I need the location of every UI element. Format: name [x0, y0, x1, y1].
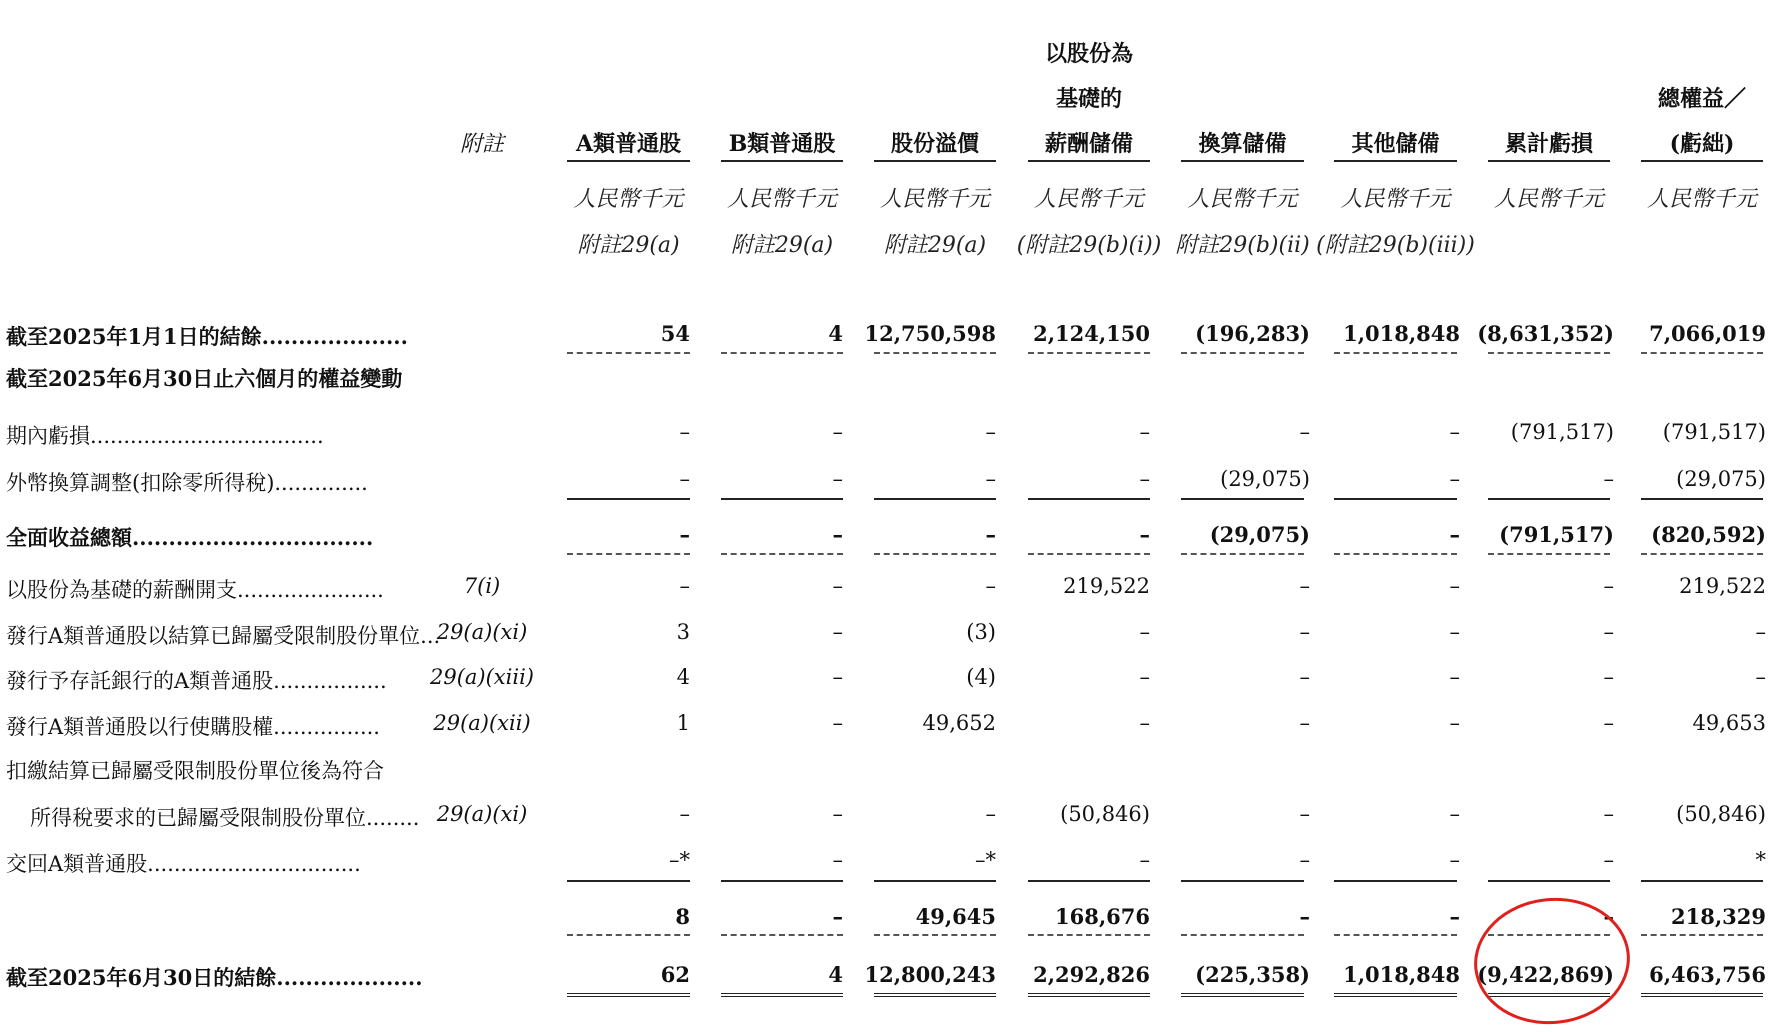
solid-rule: [567, 880, 690, 882]
row-value: –: [1299, 904, 1310, 929]
row-note: 29(a)(xii): [433, 711, 531, 735]
row-label: 發行A類普通股以結算已歸屬受限制股份單位...: [6, 624, 441, 648]
column-unit-a: 附註29(a): [577, 233, 680, 258]
dashed-rule: [1181, 352, 1304, 354]
row-value: –: [1449, 904, 1460, 929]
row-value: (8,631,352): [1477, 321, 1614, 346]
double-rule: [1181, 993, 1304, 997]
row-label: 外幣換算調整(扣除零所得稅)..............: [6, 471, 368, 495]
solid-rule: [1028, 498, 1150, 500]
solid-rule: [1641, 880, 1763, 882]
solid-rule: [1028, 880, 1150, 882]
row-value: 1,018,848: [1343, 321, 1460, 346]
column-header-a: A類普通股: [575, 131, 682, 157]
row-value: (50,846): [1060, 802, 1150, 826]
dashed-rule: [721, 352, 843, 354]
solid-rule: [1334, 880, 1457, 882]
header-underline: [1488, 160, 1610, 162]
column-header-other: 其他儲備: [1351, 131, 1440, 157]
row-value: –: [679, 522, 690, 547]
header-underline: [1641, 160, 1763, 162]
row-note: 29(a)(xiii): [429, 665, 534, 689]
column-header-total: 總權益／: [1657, 86, 1746, 112]
row-value: –: [1603, 711, 1614, 735]
row-value: (9,422,869): [1477, 962, 1614, 987]
row-value: –: [1139, 420, 1150, 444]
solid-rule: [874, 498, 996, 500]
row-value: –: [1139, 467, 1150, 491]
column-header-b: B類普通股: [728, 131, 836, 157]
row-value: –: [1449, 574, 1460, 598]
row-value: (196,283): [1195, 321, 1310, 346]
row-value: –: [832, 467, 843, 491]
dashed-rule: [1028, 352, 1150, 354]
row-note: 7(i): [463, 574, 501, 598]
dashed-rule: [1334, 352, 1457, 354]
column-unit-b: 人民幣千元: [726, 187, 837, 212]
row-value: *: [1755, 848, 1766, 872]
column-header-fx: 換算儲備: [1198, 131, 1287, 157]
solid-rule: [721, 498, 843, 500]
double-rule: [1028, 993, 1150, 997]
row-value: –: [1299, 848, 1310, 872]
row-label: 以股份為基礎的薪酬開支......................: [6, 578, 384, 602]
row-value: –: [679, 467, 690, 491]
row-label: 交回A類普通股................................: [6, 852, 361, 876]
row-value: –: [1603, 665, 1614, 689]
solid-rule: [1181, 498, 1304, 500]
row-value: –: [1449, 620, 1460, 644]
row-value: –: [985, 802, 996, 826]
column-header-total: (虧絀): [1669, 131, 1735, 157]
row-value: –: [1449, 522, 1460, 547]
row-value: (791,517): [1499, 522, 1614, 547]
column-header-sbc: 基礎的: [1055, 86, 1122, 112]
row-value: –: [1603, 574, 1614, 598]
double-rule: [567, 993, 690, 997]
row-value: –: [832, 420, 843, 444]
column-unit-premium: 人民幣千元: [879, 187, 990, 212]
row-value: 12,800,243: [864, 962, 996, 987]
row-value: –: [1449, 848, 1460, 872]
row-value: (29,075): [1220, 467, 1310, 491]
row-value: 49,653: [1692, 711, 1766, 735]
column-header-sbc: 薪酬儲備: [1044, 131, 1133, 157]
column-unit-b: 附註29(a): [730, 233, 834, 258]
column-unit-total: 人民幣千元: [1646, 187, 1757, 212]
row-value: –: [832, 848, 843, 872]
column-header-premium: 股份溢價: [890, 131, 979, 157]
row-value: –: [832, 574, 843, 598]
row-value: –: [679, 802, 690, 826]
row-value: (29,075): [1209, 522, 1310, 547]
row-value: (3): [966, 620, 996, 644]
row-value: –: [985, 574, 996, 598]
row-label: 所得稅要求的已歸屬受限制股份單位........: [30, 806, 420, 830]
row-label: 截至2025年6月30日的結餘....................: [6, 965, 423, 990]
row-value: –: [1139, 522, 1150, 547]
header-underline: [721, 160, 843, 162]
solid-rule: [1181, 880, 1304, 882]
row-value: –: [1603, 802, 1614, 826]
row-value: –: [1299, 665, 1310, 689]
column-unit-sbc: 人民幣千元: [1033, 187, 1144, 212]
row-label: 截至2025年6月30日止六個月的權益變動: [6, 366, 403, 391]
row-value: –: [1449, 665, 1460, 689]
row-value: (791,517): [1510, 420, 1614, 444]
dashed-rule: [874, 352, 996, 354]
row-value: –: [1449, 711, 1460, 735]
row-value: 168,676: [1055, 904, 1150, 929]
column-unit-other: 人民幣千元: [1340, 187, 1451, 212]
row-value: –: [1299, 711, 1310, 735]
dashed-rule: [874, 553, 996, 555]
solid-rule: [1488, 498, 1610, 500]
row-value: –: [679, 420, 690, 444]
row-value: (225,358): [1195, 962, 1310, 987]
row-label: 期內虧損...................................: [6, 424, 324, 448]
row-value: –: [1139, 665, 1150, 689]
row-value: 3: [676, 620, 690, 644]
row-value: (820,592): [1651, 522, 1766, 547]
row-value: 4: [676, 665, 690, 689]
row-value: 219,522: [1679, 574, 1766, 598]
row-value: –: [832, 711, 843, 735]
row-note: 29(a)(xi): [436, 802, 528, 826]
header-underline: [874, 160, 996, 162]
row-value: –: [1603, 467, 1614, 491]
row-value: –: [1755, 620, 1766, 644]
row-value: 54: [660, 321, 690, 346]
column-unit-a: 人民幣千元: [573, 187, 684, 212]
row-value: (50,846): [1676, 802, 1766, 826]
column-unit-acc: 人民幣千元: [1493, 187, 1604, 212]
header-underline: [1028, 160, 1150, 162]
row-value: 12,750,598: [864, 321, 996, 346]
row-value: –: [1755, 665, 1766, 689]
row-value: 1: [676, 711, 690, 735]
row-value: –: [1139, 620, 1150, 644]
row-value: 8: [675, 904, 690, 929]
row-value: 2,124,150: [1033, 321, 1150, 346]
row-value: –: [1449, 802, 1460, 826]
solid-rule: [1334, 498, 1457, 500]
column-unit-sbc: (附註29(b)(i)): [1016, 233, 1162, 258]
row-value: 62: [660, 962, 690, 987]
solid-rule: [1641, 498, 1763, 500]
row-value: –: [832, 620, 843, 644]
row-value: –: [832, 904, 843, 929]
row-value: 1,018,848: [1343, 962, 1460, 987]
header-underline: [1334, 160, 1457, 162]
row-value: –: [1139, 711, 1150, 735]
column-unit-fx: 附註29(b)(ii): [1175, 233, 1310, 258]
row-value: 2,292,826: [1033, 962, 1150, 987]
solid-rule: [874, 880, 996, 882]
double-rule: [1334, 993, 1457, 997]
solid-rule: [721, 880, 843, 882]
dashed-rule: [567, 553, 690, 555]
row-value: 49,652: [922, 711, 996, 735]
dashed-rule: [1334, 553, 1457, 555]
row-value: 6,463,756: [1649, 962, 1766, 987]
column-header-note: 附註: [459, 132, 504, 157]
double-rule: [721, 993, 843, 997]
row-value: –*: [975, 848, 996, 872]
dashed-rule: [1334, 934, 1457, 936]
row-value: –: [1603, 620, 1614, 644]
dashed-rule: [1488, 352, 1610, 354]
row-value: –: [985, 467, 996, 491]
header-underline: [1181, 160, 1304, 162]
row-value: –: [679, 574, 690, 598]
column-unit-fx: 人民幣千元: [1187, 187, 1298, 212]
row-value: –: [985, 420, 996, 444]
row-value: 218,329: [1671, 904, 1766, 929]
row-value: 4: [828, 962, 843, 987]
dashed-rule: [1641, 352, 1763, 354]
row-value: 7,066,019: [1649, 321, 1766, 346]
row-value: (29,075): [1676, 467, 1766, 491]
row-value: –: [1449, 467, 1460, 491]
column-unit-other: (附註29(b)(iii)): [1316, 233, 1475, 258]
row-note: 29(a)(xi): [436, 620, 528, 644]
row-label: 發行A類普通股以行使購股權................: [6, 715, 380, 739]
row-value: –: [832, 522, 843, 547]
solid-rule: [1488, 880, 1610, 882]
dashed-rule: [1641, 934, 1763, 936]
double-rule: [1641, 993, 1763, 997]
row-value: (791,517): [1662, 420, 1766, 444]
row-value: 4: [828, 321, 843, 346]
row-value: –: [1299, 802, 1310, 826]
dashed-rule: [721, 934, 843, 936]
row-value: –: [1139, 848, 1150, 872]
double-rule: [874, 993, 996, 997]
column-unit-premium: 附註29(a): [883, 233, 987, 258]
dashed-rule: [1488, 553, 1610, 555]
row-value: –*: [669, 848, 690, 872]
column-header-sbc: 以股份為: [1044, 41, 1133, 67]
row-value: –: [1299, 574, 1310, 598]
row-value: (4): [966, 665, 996, 689]
row-value: –: [832, 665, 843, 689]
row-value: –: [1299, 620, 1310, 644]
dashed-rule: [1181, 553, 1304, 555]
row-label: 扣繳結算已歸屬受限制股份單位後為符合: [6, 759, 384, 783]
dashed-rule: [1028, 934, 1150, 936]
row-label: 發行予存託銀行的A類普通股.................: [6, 669, 387, 693]
header-underline: [567, 160, 690, 162]
column-header-acc: 累計虧損: [1504, 131, 1593, 157]
dashed-rule: [1641, 553, 1763, 555]
row-label: 截至2025年1月1日的結餘....................: [6, 324, 408, 349]
row-value: –: [1449, 420, 1460, 444]
dashed-rule: [874, 934, 996, 936]
dashed-rule: [1181, 934, 1304, 936]
dashed-rule: [1028, 553, 1150, 555]
solid-rule: [567, 498, 690, 500]
row-value: –: [1603, 848, 1614, 872]
row-value: –: [985, 522, 996, 547]
dashed-rule: [567, 352, 690, 354]
row-value: 49,645: [915, 904, 996, 929]
row-label: 全面收益總額.................................: [6, 525, 374, 550]
dashed-rule: [567, 934, 690, 936]
row-value: –: [832, 802, 843, 826]
row-value: –: [1299, 420, 1310, 444]
dashed-rule: [721, 553, 843, 555]
row-value: 219,522: [1063, 574, 1150, 598]
row-value: –: [1603, 904, 1614, 929]
